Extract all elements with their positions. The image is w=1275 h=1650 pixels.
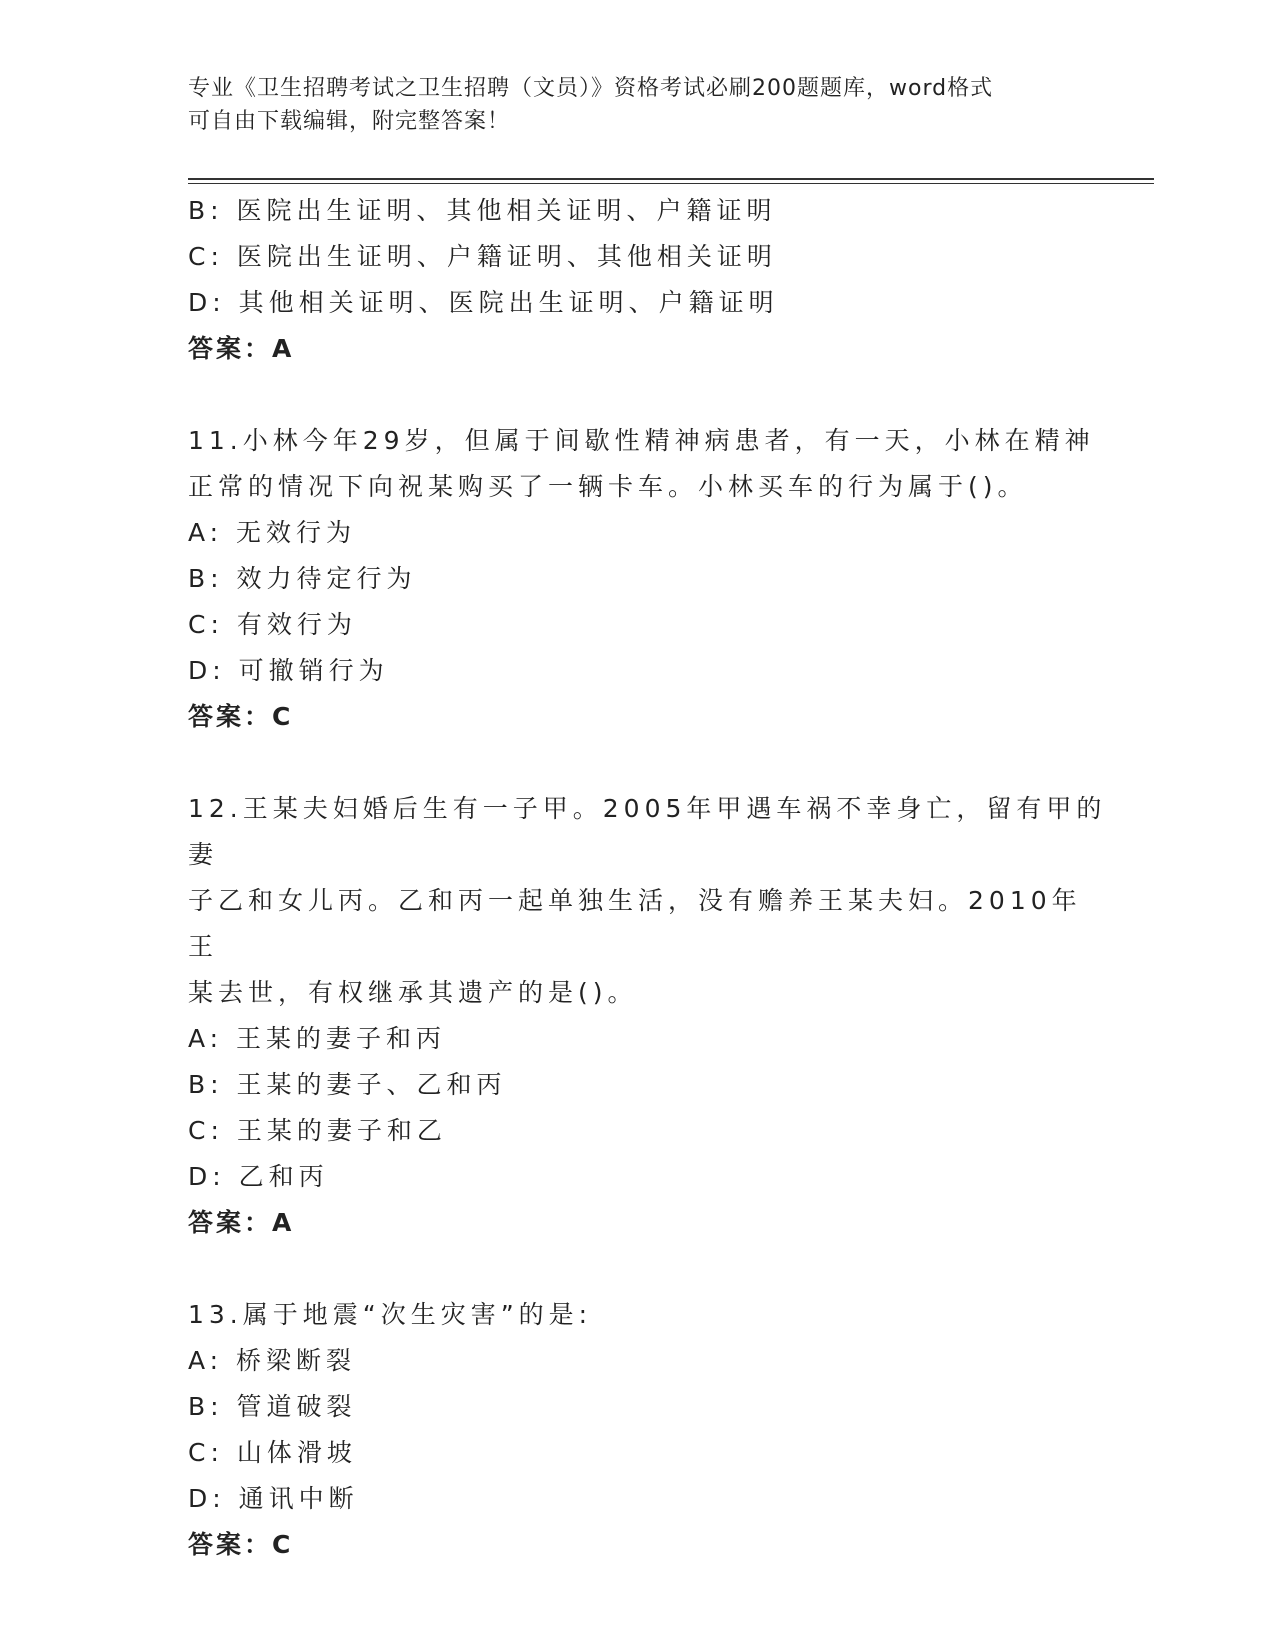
answer-label: 答案：A xyxy=(188,1208,295,1237)
question-stem-line: 13.属于地震“次生灾害”的是: xyxy=(188,1300,593,1329)
answer-label: 答案：A xyxy=(188,334,295,363)
question-block-continued xyxy=(188,188,1108,372)
question-stem-line: 正常的情况下向祝某购买了一辆卡车。小林买车的行为属于()。 xyxy=(188,472,1028,501)
answer-label: 答案：C xyxy=(188,1530,294,1559)
question-stem-line: 12.王某夫妇婚后生有一子甲。2005年甲遇车祸不幸身亡，留有甲的妻 xyxy=(188,794,1107,869)
header-divider-thin xyxy=(188,183,1154,184)
option-c: C: 王某的妻子和乙 xyxy=(188,1116,447,1145)
spacer xyxy=(188,1246,1108,1292)
question-block-13 xyxy=(188,1292,1108,1568)
option-d: D: 通讯中断 xyxy=(188,1484,359,1513)
document-header xyxy=(188,72,1088,138)
header-divider-thick xyxy=(188,178,1154,180)
option-a: A: 无效行为 xyxy=(188,518,357,547)
option-c: C: 山体滑坡 xyxy=(188,1438,357,1467)
option-b: B: 王某的妻子、乙和丙 xyxy=(188,1070,507,1099)
question-block-11 xyxy=(188,418,1108,740)
option-d: D: 可撤销行为 xyxy=(188,656,389,685)
option-b: B: 医院出生证明、其他相关证明、户籍证明 xyxy=(188,196,777,225)
option-b: B: 效力待定行为 xyxy=(188,564,417,593)
option-c: C: 医院出生证明、户籍证明、其他相关证明 xyxy=(188,242,777,271)
answer-label: 答案：C xyxy=(188,702,294,731)
spacer xyxy=(188,372,1108,418)
header-line-2: 可自由下载编辑，附完整答案！ xyxy=(188,109,511,134)
option-d: D: 乙和丙 xyxy=(188,1162,329,1191)
question-stem-line: 子乙和女儿丙。乙和丙一起单独生活，没有赡养王某夫妇。2010年王 xyxy=(188,886,1082,961)
question-list xyxy=(188,188,1108,1568)
option-a: A: 桥梁断裂 xyxy=(188,1346,357,1375)
option-c: C: 有效行为 xyxy=(188,610,357,639)
question-stem-line: 某去世，有权继承其遗产的是()。 xyxy=(188,978,638,1007)
option-d: D: 其他相关证明、医院出生证明、户籍证明 xyxy=(188,288,779,317)
option-b: B: 管道破裂 xyxy=(188,1392,357,1421)
option-a: A: 王某的妻子和丙 xyxy=(188,1024,447,1053)
question-block-12 xyxy=(188,786,1108,1246)
question-stem-line: 11.小林今年29岁，但属于间歇性精神病患者，有一天，小林在精神 xyxy=(188,426,1095,455)
spacer xyxy=(188,740,1108,786)
header-line-1: 专业《卫生招聘考试之卫生招聘（文员）》资格考试必刷200题题库，word格式 xyxy=(188,76,994,101)
